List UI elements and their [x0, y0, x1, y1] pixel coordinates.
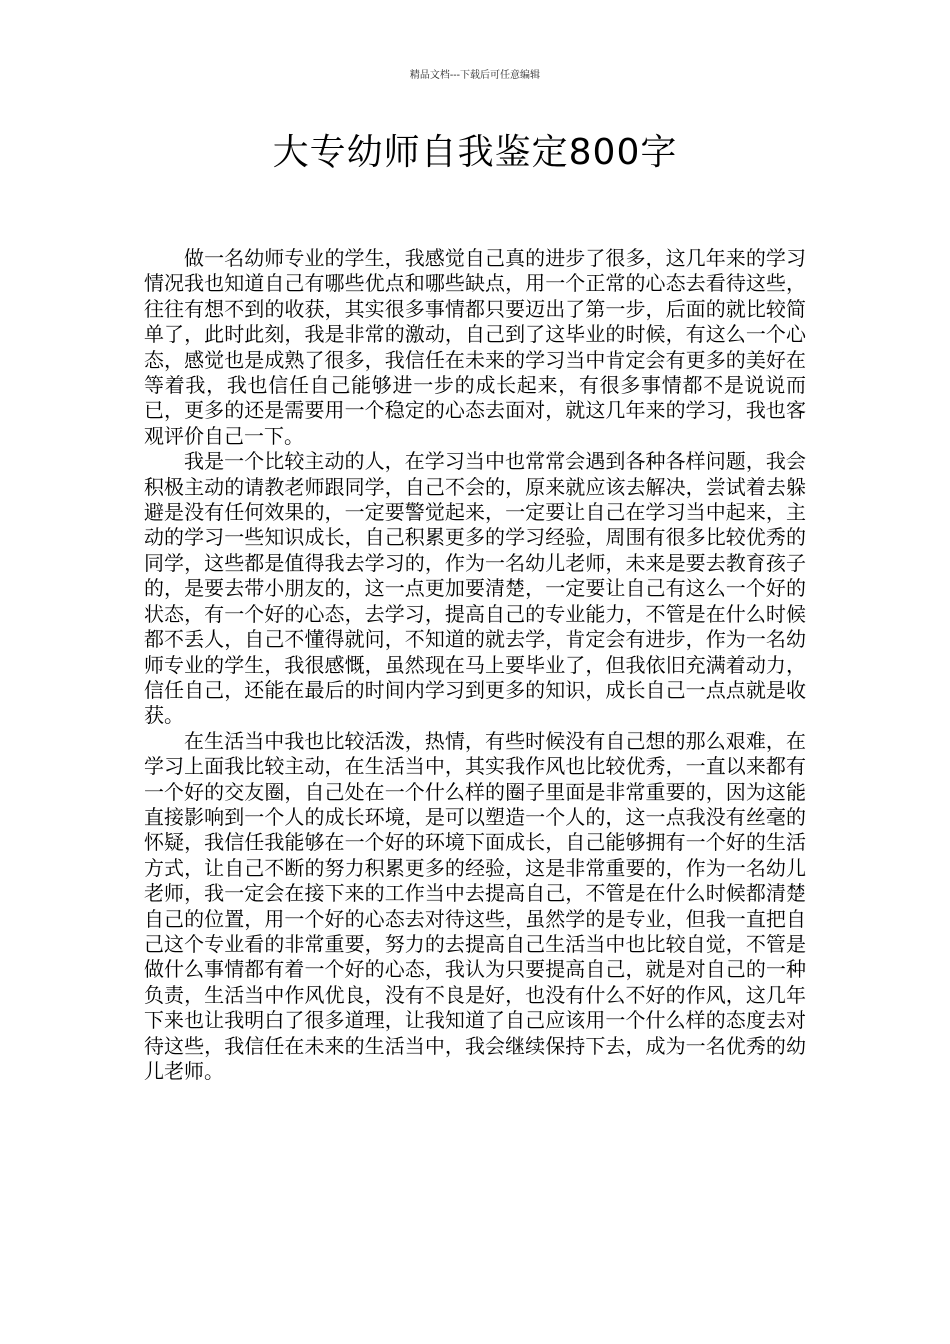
paragraph-3: 在生活当中我也比较活泼，热情，有些时候没有自己想的那么艰难，在学习上面我比较主动，在生活当中，其实我作风也比较优秀，一直以来都有一个好的交友圈，自己处在一个什么样的圈子里面是非常重要的，因为这能直接影响到一个人的成长环境，是可以塑造一个人的，这一点我没有丝毫的怀疑，我信任我能够在一个好的环境下面成长，自己能够拥有一个好的生活方式，让自己不断的努力积累更多的经验，这是非常重要的，作为一名幼儿老师，我一定会在接下来的工作当中去提高自己，不管是在什么时候都清楚自己的位置，用一个好的心态去对待这些，虽然学的是专业，但我一直把自己这个专业看的非常重要，努力的去提高自己生活当中也比较自觉，不管是做什么事情都有着一个好的心态，我认为只要提高自己，就是对自己的一种负责，生活当中作风优良，没有不良是好，也没有什么不好的作风，这几年下来也让我明白了很多道理，让我知道了自己应该用一个什么样的态度去对待这些，我信任在未来的生活当中，我会继续保持下去，成为一名优秀的幼儿老师。	[144, 728, 806, 1083]
paragraph-1: 做一名幼师专业的学生，我感觉自己真的进步了很多，这几年来的学习情况我也知道自己有哪些优点和哪些缺点，用一个正常的心态去看待这些，往往有想不到的收获，其实很多事情都只要迈出了第一步，后面的就比较简单了，此时此刻，我是非常的激动，自己到了这毕业的时候，有这么一个心态，感觉也是成熟了很多，我信任在未来的学习当中肯定会有更多的美好在等着我，我也信任自己能够进一步的成长起来，有很多事情都不是说说而已，更多的还是需要用一个稳定的心态去面对，就这几年来的学习，我也客观评价自己一下。	[144, 246, 806, 448]
page-title: 大专幼师自我鉴定800字	[272, 132, 678, 173]
header-note: 精品文档---下载后可任意编辑	[409, 70, 541, 81]
document-body	[144, 246, 806, 1084]
paragraph-2: 我是一个比较主动的人，在学习当中也常常会遇到各种各样问题，我会积极主动的请教老师跟同学，自己不会的，原来就应该去解决，尝试着去躲避是没有任何效果的，一定要警觉起来，一定要让自己在学习当中起来，主动的学习一些知识成长，自己积累更多的学习经验，周围有很多比较优秀的同学，这些都是值得我去学习的，作为一名幼儿老师，未来是要去教育孩子的，是要去带小朋友的，这一点更加要清楚，一定要让自己有这么一个好的状态，有一个好的心态，去学习，提高自己的专业能力，不管是在什么时候都不丢人，自己不懂得就问，不知道的就去学，肯定会有进步，作为一名幼师专业的学生，我很感慨，虽然现在马上要毕业了，但我依旧充满着动力，信任自己，还能在最后的时间内学习到更多的知识，成长自己一点点就是收获。	[144, 449, 806, 728]
